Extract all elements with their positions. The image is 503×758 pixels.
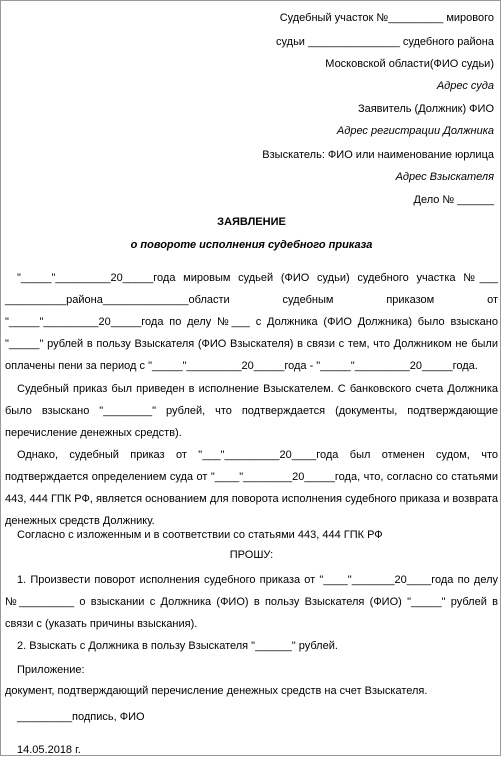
header-applicant: Заявитель (Должник) ФИО — [357, 103, 494, 115]
request-heading: ПРОШУ: — [229, 549, 274, 561]
request-item-1: 1. Произвести поворот исполнения судебного приказа от "____"_______20____года по делу №_________ о взыскании с Должника (ФИО) в пользу Взыскателя (ФИО) "_____" рублей в связи с (указать причины взыскания). — [5, 574, 498, 630]
attachment-text: документ, подтверждающий перечисление денежных средств на счет Взыскателя. — [5, 685, 428, 697]
document-title: ЗАЯВЛЕНИЕ — [217, 216, 286, 228]
request-item-2: 2. Взыскать с Должника в пользу Взыскателя "______" рублей. — [17, 640, 338, 652]
document-subtitle: о повороте исполнения судебного приказа — [130, 239, 373, 251]
header-court-address: Адрес суда — [436, 80, 494, 92]
paragraph-2: Судебный приказ был приведен в исполнение Взыскателем. С банковского счета Должника было взыскано "________" рублей, что подтверждается (документы, подтверждающие перечисление денежных средств). — [5, 383, 498, 439]
header-claimant: Взыскатель: ФИО или наименование юрлица — [262, 149, 494, 161]
header-region: Московской области(ФИО судьи) — [325, 58, 494, 70]
paragraph-1: "_____"_________20_____года мировым судьей (ФИО судьи) судебного участка №___ __________района______________области судебным приказом от "_____"_________20_____года по делу №___ с Должника (ФИО Должника) было взыскано "_____" рублей в пользу Взыскателя (ФИО Взыскателя) в связи с тем, что Должником не были оплачены пени за период с "_____"_________20_____года - "_____"_________20_____года. — [5, 272, 498, 372]
document-date: 14.05.2018 г. — [17, 744, 81, 756]
header-claimant-address: Адрес Взыскателя — [395, 171, 494, 183]
header-applicant-address: Адрес регистрации Должника — [336, 125, 494, 137]
header-court-section: Судебный участок №_________ мирового — [279, 12, 494, 24]
header-case-number: Дело № ______ — [413, 194, 494, 206]
paragraph-4: Согласно с изложенным и в соответствии со статьями 443, 444 ГПК РФ — [17, 529, 383, 541]
signature-line: _________подпись, ФИО — [17, 711, 145, 723]
paragraph-3: Однако, судебный приказ от "___"_________20____года был отменен судом, что подтверждается определением суда от "____"________20_____года, что, согласно со статьями 443, 444 ГПК РФ, является основанием для поворота исполнения судебного приказа и возврата денежных средств Должнику. — [5, 449, 498, 527]
header-judge: судьи _______________ судебного района — [276, 36, 494, 48]
attachment-label: Приложение: — [17, 664, 85, 676]
